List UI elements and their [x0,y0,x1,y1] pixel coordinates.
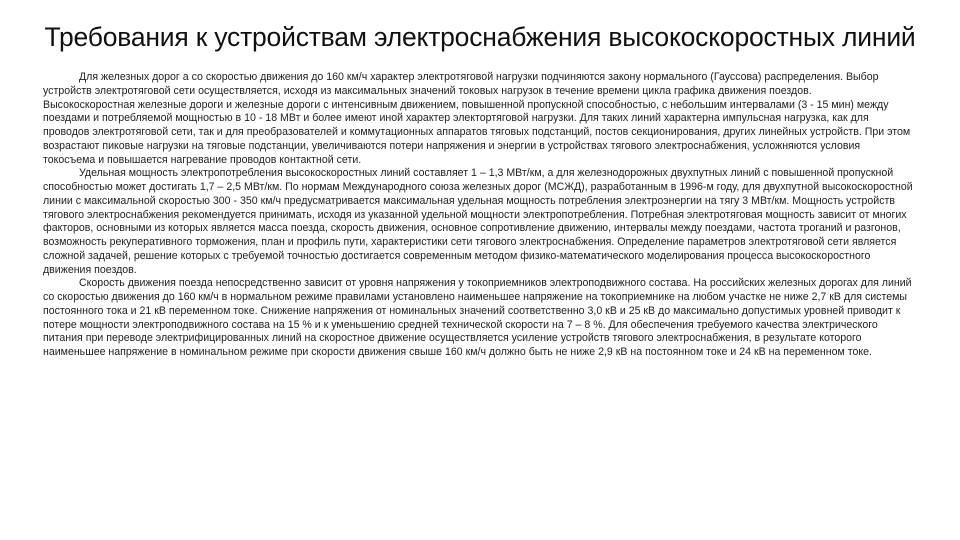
paragraph-high-speed-impulse-load: Высокоскоростная железные дороги и железные дороги с интенсивным движением, повышенной пропускной способностью, с небольшим интервалами (3 - 15 мин) между поездами и потребляемой мощностью в 10 - 18 МВт и более имеют иной характер электортяговой нагрузки. Для таких линий характерна импульсная нагрузка, как для проводов электротяговой сети, так и для преобразователей и коммутационных аппаратов тяговых подстанций, постов секционирования, других линейных устройств. При этом возрастают пиковые нагрузки на тяговые подстанции, увеличиваются потери напряжения и энергии в устройствах тягового электроснабжения, усложняются условия токосъема и повышается нагревание проводов контактной сети. [43,98,911,166]
slide-body [43,71,915,360]
paragraph-voltage-requirements: Скорость движения поезда непосредственно зависит от уровня напряжения у токоприемников электроподвижного состава. На российских железных дорогах для линий со скоростью движения до 160 км/ч в нормальном режиме правилами установлено наименьшее напряжение на токоприемнике на любом участке не ниже 2,7 кВ для системы постоянного тока и 21 кВ переменном токе. Снижение напряжения от номинальных значений соответственно 3,0 кВ и 25 кВ до максимально допустимых уровней приводит к потере мощности электроподвижного состава на 15 % и к уменьшению средней технической скорости на 7 – 8 %. Для обеспечения требуемого качества электрического питания при переводе электрифицированных линий на скоростное движение осуществляется усиление устройств тягового электроснабжения, в результате которого наименьшее напряжение в номинальном режиме при скорости движения свыше 160 км/ч должно быть не ниже 2,9 кВ на постоянном токе и 24 кВ на переменном токе. [43,277,912,358]
slide-title: Требования к устройствам электроснабжения высокоскоростных линий [44,22,916,52]
paragraph-gaussian-load: Для железных дорог а со скоростью движения до 160 км/ч характер электротяговой нагрузки подчиняются закону нормального (Гауссова) распределения. Выбор устройств электротяговой сети осуществляется, исходя из максимальных значений токовых нагрузок в течение времени цикла графика движения поездов. [43,71,879,97]
paragraph-specific-power: Удельная мощность электропотребления высокоскоростных линий составляет 1 – 1,3 МВт/км, а для железнодорожных двухпутных линий с повышенной пропускной способностью может достигать 1,7 – 2,5 МВт/км. По нормам Международного союза железных дорог (МСЖД), разработанным в 1996-м году, для двухпутной высокоскоростной линии с максимальной скоростью 300 - 350 км/ч предусматривается максимальная удельная мощность потребления электроэнергии на тягу 3 МВт/км. Мощность устройств тягового электроснабжения рекомендуется принимать, исходя из указанной удельной мощности электропотребления. Потребная электротяговая мощность зависит от многих факторов, основными из которых является масса поезда, скорость движения, основное сопротивление движению, интервалы между поездами, частота троганий и разгонов, возможность рекуперативного торможения, план и профиль пути, характеристики сети тягового электроснабжения. Определение параметров электротяговой сети является сложной задачей, решение которых с требуемой точностью достигается современным методом физико-математического моделирования процесса высокоскоростного движения поездов. [43,167,913,276]
